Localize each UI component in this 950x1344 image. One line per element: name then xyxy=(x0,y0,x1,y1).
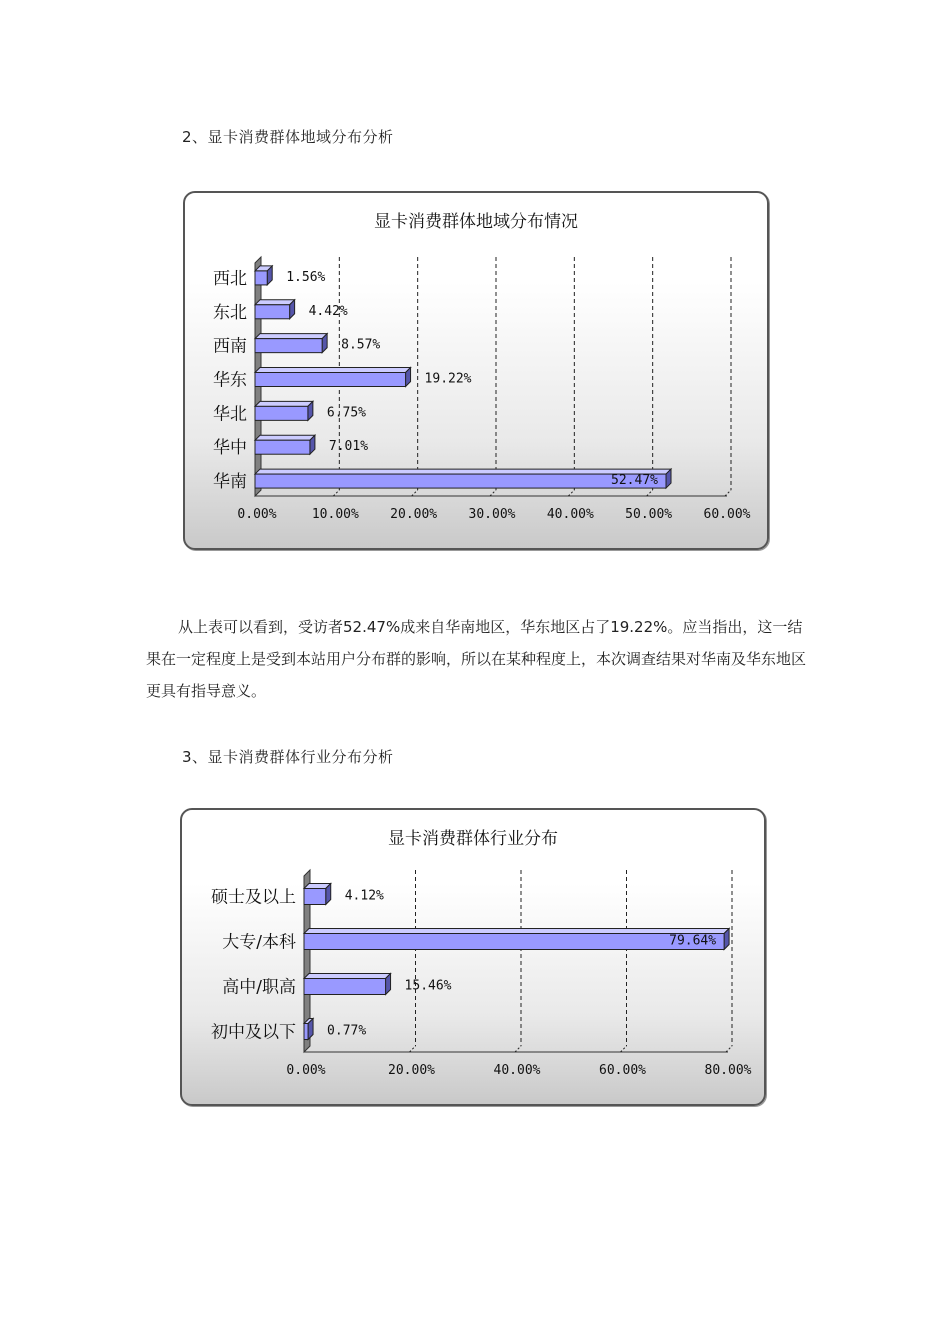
category-label: 华南 xyxy=(213,472,247,493)
section-3-heading: 3、显卡消费群体行业分布分析 xyxy=(182,748,394,766)
value-label: 1.56% xyxy=(286,269,326,285)
region-distribution-chart xyxy=(183,191,769,550)
gridline-floor xyxy=(333,490,339,496)
category-label: 华东 xyxy=(213,370,247,391)
gridline-floor xyxy=(568,490,574,496)
bar xyxy=(304,1024,308,1040)
gridline-floor xyxy=(490,490,496,496)
value-label: 52.47% xyxy=(611,473,659,489)
gridline-floor xyxy=(725,490,731,496)
industry-chart-plot xyxy=(182,810,764,1104)
x-tick-label: 20.00% xyxy=(390,507,438,522)
gridline-floor xyxy=(647,490,653,496)
section-2-heading: 2、显卡消费群体地域分布分析 xyxy=(182,128,394,146)
bar xyxy=(304,979,386,995)
bar xyxy=(255,373,406,387)
x-tick-label: 10.00% xyxy=(311,507,359,522)
bar-top xyxy=(255,368,411,373)
x-tick-label: 20.00% xyxy=(388,1063,435,1078)
x-tick-label: 30.00% xyxy=(468,507,516,522)
x-tick-label: 0.00% xyxy=(286,1063,326,1078)
bar xyxy=(255,440,310,454)
bar xyxy=(304,934,724,950)
bar-top xyxy=(304,929,729,934)
bar-top xyxy=(255,469,671,474)
x-tick-label: 40.00% xyxy=(546,507,594,522)
value-label: 19.22% xyxy=(424,371,472,387)
gridline-floor xyxy=(515,1046,521,1052)
category-label: 高中/职高 xyxy=(222,977,296,998)
category-label: 大专/本科 xyxy=(222,932,296,953)
value-label: 6.75% xyxy=(326,405,367,421)
category-label: 初中及以下 xyxy=(211,1022,296,1043)
x-tick-label: 50.00% xyxy=(625,507,673,522)
gridline-floor xyxy=(410,1046,416,1052)
paragraph-text: 从上表可以看到，受访者52.47%成来自华南地区，华东地区占了19.22%。应当指出，这一结果在一定程度上是受到本站用户分布群的影响，所以在某种程度上，本次调查结果对华南及华东地区更具有指导意义。 xyxy=(146,618,807,700)
bar xyxy=(255,305,290,319)
bar xyxy=(255,474,666,488)
bar xyxy=(255,339,322,353)
gridline-floor xyxy=(726,1046,732,1052)
bar-top xyxy=(255,401,313,406)
category-label: 华北 xyxy=(213,404,247,425)
region-chart-plot xyxy=(185,193,767,548)
gridline-floor xyxy=(412,490,418,496)
x-tick-label: 40.00% xyxy=(493,1063,541,1078)
bar xyxy=(255,406,308,420)
bar-top xyxy=(255,334,327,339)
bar-top xyxy=(255,435,315,440)
value-label: 7.01% xyxy=(328,439,369,455)
industry-distribution-chart xyxy=(180,808,766,1106)
gridline-floor xyxy=(621,1046,627,1052)
x-tick-label: 60.00% xyxy=(703,507,751,522)
value-label: 4.12% xyxy=(344,888,384,904)
value-label: 79.64% xyxy=(669,933,717,949)
analysis-paragraph xyxy=(146,611,806,707)
bar-top xyxy=(255,300,295,305)
x-tick-label: 60.00% xyxy=(599,1063,646,1078)
bar xyxy=(255,271,267,285)
value-label: 8.57% xyxy=(341,337,381,353)
value-label: 0.77% xyxy=(327,1023,367,1039)
value-label: 4.42% xyxy=(308,303,348,319)
chart-title: 显卡消费群体行业分布 xyxy=(388,829,558,849)
chart-title: 显卡消费群体地域分布情况 xyxy=(374,212,578,232)
x-tick-label: 0.00% xyxy=(237,507,277,522)
bar xyxy=(304,889,326,905)
bar-top xyxy=(304,974,391,979)
category-label: 东北 xyxy=(213,302,247,323)
value-label: 15.46% xyxy=(404,978,452,994)
x-tick-label: 80.00% xyxy=(704,1063,752,1078)
category-label: 硕士及以上 xyxy=(211,887,296,908)
category-label: 西北 xyxy=(213,268,247,289)
category-label: 华中 xyxy=(213,438,247,459)
category-label: 西南 xyxy=(213,336,247,357)
